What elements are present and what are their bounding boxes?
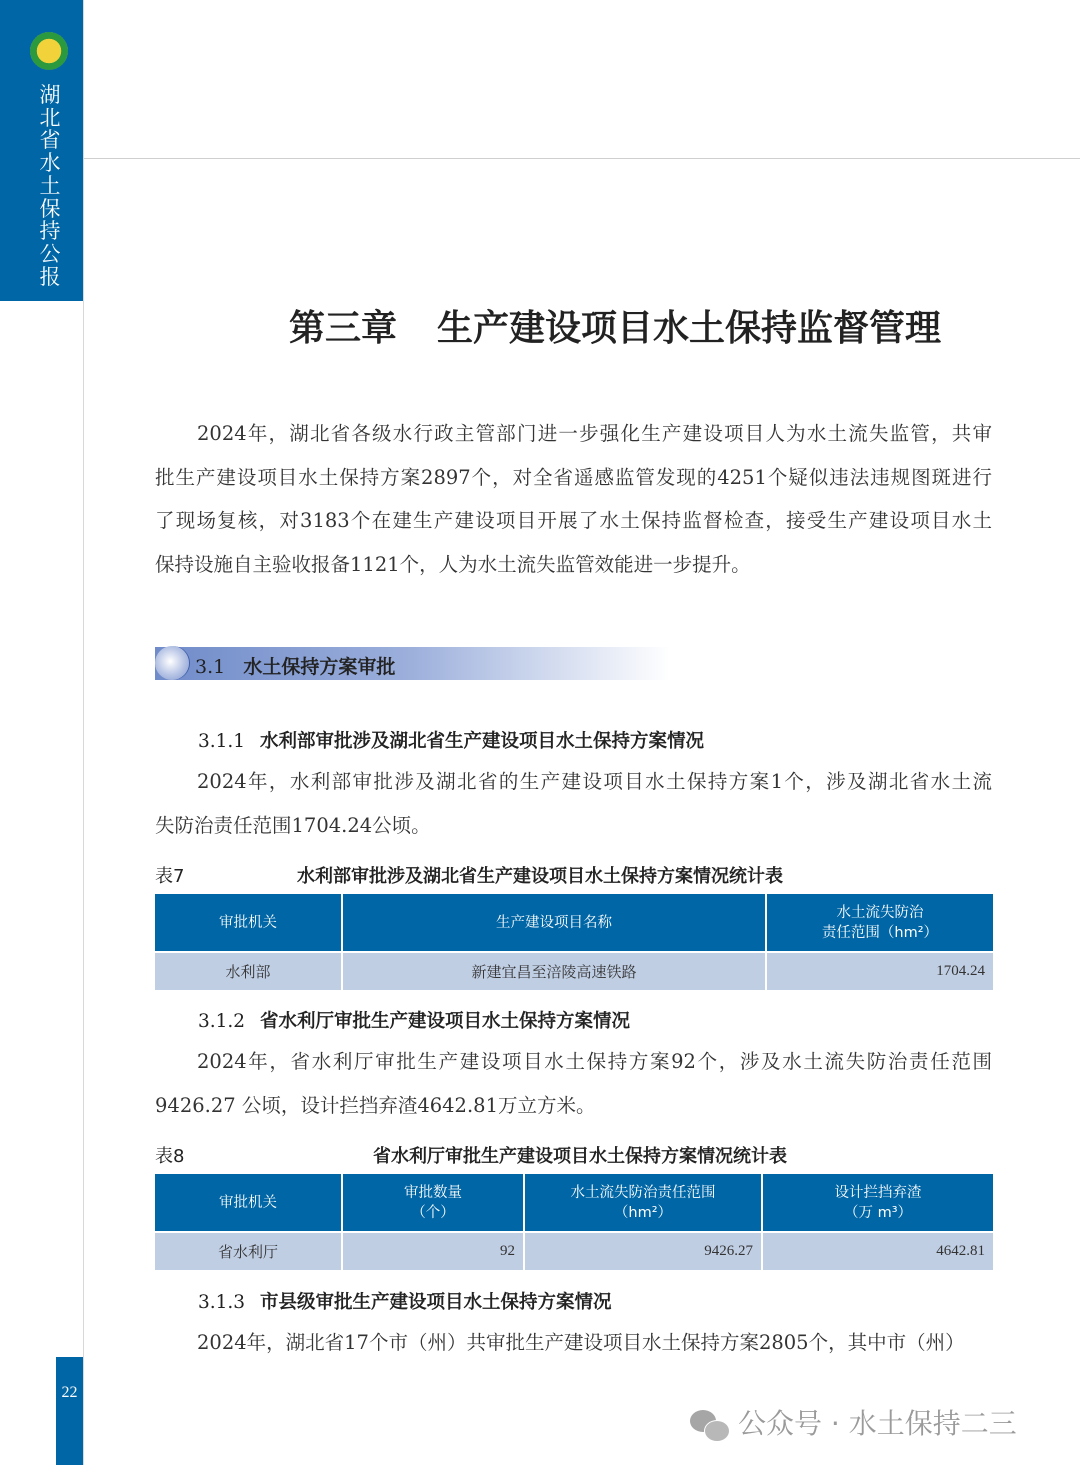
section-banner [155, 647, 670, 680]
header-cell: 设计拦挡弃渣 （万 m³） [762, 1174, 993, 1232]
table-row: 水利部 新建宜昌至涪陵高速铁路 1704.24 [155, 952, 993, 990]
text-line: 了现场复核，对3183个在建生产建设项目开展了水土保持监督检查，接受生产建设项目水土 [155, 509, 992, 532]
header-cell: 水土流失防治 责任范围（hm²） [766, 894, 993, 952]
chapter-title: 生产建设项目水土保持监督管理 [437, 308, 942, 349]
paragraph-311 [155, 760, 992, 847]
table-row: 省水利厅 92 9426.27 4642.81 [155, 1232, 993, 1270]
header-cell: 生产建设项目名称 [342, 894, 766, 952]
sidebar-title: 湖北省水土保持公报 [39, 83, 61, 289]
table7 [155, 894, 993, 990]
text-line: 9426.27 公顷，设计拦挡弃渣4642.81万立方米。 [155, 1093, 596, 1117]
text-line: 2024年，水利部审批涉及湖北省的生产建设项目水土保持方案1个，涉及湖北省水土流 [197, 770, 992, 793]
paragraph-313 [155, 1321, 992, 1365]
chapter-number: 第三章 [288, 308, 397, 349]
subsection-heading-312: 3.1.2 省水利厅审批生产建设项目水土保持方案情况 [198, 1011, 631, 1032]
header-cell: 水土流失防治责任范围 （hm²） [524, 1174, 762, 1232]
header-cell: 审批机关 [155, 1174, 342, 1232]
section-bullet-icon [155, 646, 189, 680]
watermark: 公众号 · 水土保持二三 [690, 1402, 1017, 1442]
header-cell: 审批数量 （个） [342, 1174, 524, 1232]
wechat-icon [690, 1408, 730, 1442]
text-line: 2024年，省水利厅审批生产建设项目水土保持方案92个，涉及水土流失防治责任范围 [197, 1050, 992, 1073]
header-rule [84, 158, 1080, 159]
text-line: 失防治责任范围1704.24公顷。 [155, 813, 431, 837]
text-line: 2024年，湖北省各级水行政主管部门进一步强化生产建设项目人为水土流失监管，共审 [197, 422, 992, 445]
header-cell: 审批机关 [155, 894, 342, 952]
subsection-heading-313: 3.1.3 市县级审批生产建设项目水土保持方案情况 [198, 1292, 612, 1313]
text-line: 2024年，湖北省17个市（州）共审批生产建设项目水土保持方案2805个，其中市（州） [197, 1331, 965, 1354]
paragraph-312 [155, 1040, 992, 1127]
subsection-heading-311: 3.1.1 水利部审批涉及湖北省生产建设项目水土保持方案情况 [198, 731, 705, 752]
text-line: 保持设施自主验收报备1121个，人为水土流失监管效能进一步提升。 [155, 552, 751, 576]
text-line: 批生产建设项目水土保持方案2897个，对全省遥感监管发现的4251个疑似违法违规图斑进行 [155, 465, 992, 489]
page-number-band [56, 1357, 83, 1465]
page-number: 22 [61, 1384, 78, 1401]
section-title: 3.1 水土保持方案审批 [195, 656, 396, 678]
table8 [155, 1174, 993, 1270]
intro-paragraph [155, 412, 992, 586]
document-page: 湖北省水土保持公报 22 第三章 生产建设项目水土保持监督管理 2024年，湖北省各级水行政主管部门进一步强化生产建设项目人为水土流失监管，共审 批生产建设项目水土保持方案2897个，对全省遥感监管发现的4251个疑似违法违规图斑进行 了现场复核，对3183个在建生产建设项目开展了水土保持监督检查，接受生产建设项目水土 保持设施自主验收报备1121个，人为水土流失监管效能进一步提升。 3.1 水土保持方案审批 3.1.1 水利部审批涉及湖北省生产建设项目水土保持方案情况 2024年，水利部审批涉及湖北省的生产建设项目水土保持方案1个，涉及湖北省水土流 失防治责任范围1704.24公顷。 表7 水利部审批涉及湖北省生产建设项目水土保持方案情况统计表 审批机关 生产建设项目名称 水土流失防治 责任范围（hm²） 水利部 新建宜昌至涪陵高速铁路 1704.24 3.1.2 省水利厅审批生产建设项目水土保持方案情况 2024年，省水利厅审批生产建设项目水土保持方案92个，涉及水土流失防治责任范围 9426.27 公顷，设计拦挡弃渣4642.81万立方米。 表8 省水利厅审批生产建设项目水土保持方案情况统计表 审批机关 审批数量 （个） 水土流失防治责任范围 （hm²） 设计拦挡弃渣 （万 m³） 省水利厅 92 9426.27 4642.81 3.1.3 市县级审批生产建设项目水土保持方案情况 2024年，湖北省17个市（州）共审批生产建设项目水土保持方案2805个，其中市（州） 公众号 · 水土保持二三 [0, 0, 1080, 1465]
emblem-logo [30, 32, 68, 70]
margin-divider [83, 0, 84, 1465]
chapter-heading [0, 300, 1080, 351]
